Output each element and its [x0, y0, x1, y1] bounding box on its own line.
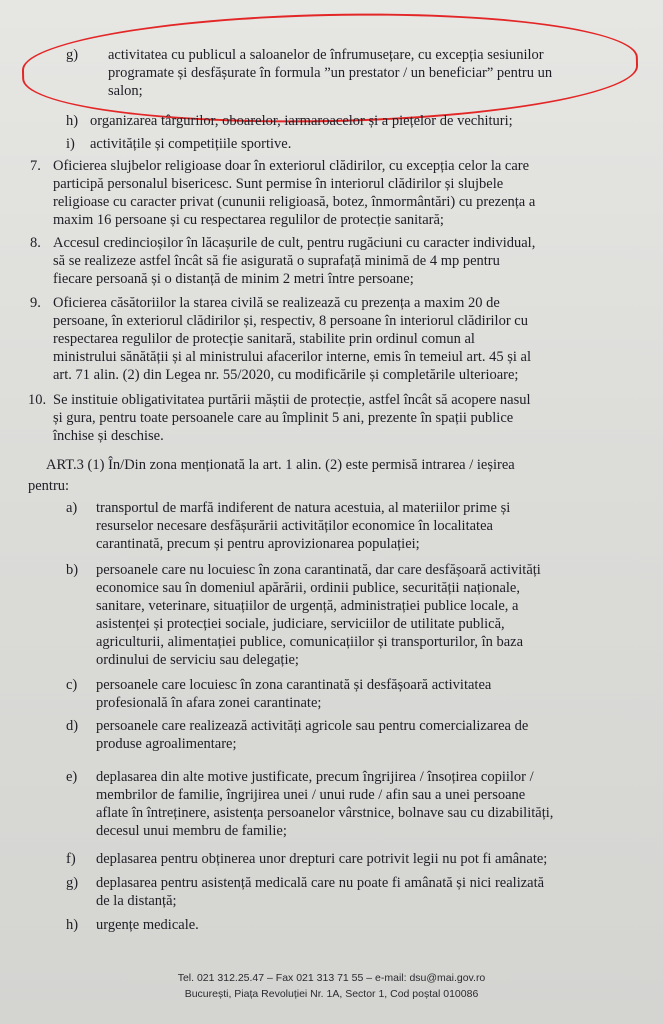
text-line: persoanele care nu locuiesc în zona carantinată, dar care desfășoară activități [96, 562, 541, 578]
text-line: deplasarea din alte motive justificate, precum îngrijirea / însoțirea copiilor / [96, 769, 534, 785]
art3-item-b [96, 561, 541, 669]
text-line: deplasarea pentru obținerea unor drepturi care potrivit legii nu pot fi amânate; [96, 851, 548, 867]
art3-item-h [96, 916, 199, 934]
list-item [90, 112, 513, 130]
item-marker: a) [66, 500, 78, 516]
text-line: agriculturii, alimentației publice, comunicațiilor și transporturilor, în baza [96, 634, 524, 650]
text-line: persoanele care realizează activități agricole sau pentru comercializarea de [96, 718, 529, 734]
text-line: asistenței și protecției sociale, judiciare, serviciilor de utilitate publică, [96, 616, 505, 632]
item-marker: h) [66, 113, 79, 129]
numbered-item-8 [53, 234, 535, 288]
text-line: programate și desfășurate în formula ”un prestator / un beneficiar” pentru un [108, 65, 553, 81]
numbered-marker: 7. [30, 158, 41, 174]
text-line: salon; [108, 83, 143, 99]
numbered-item-9 [53, 294, 531, 384]
numbered-marker: 10. [28, 392, 47, 408]
text-line: decesul unui membru de familie; [96, 823, 287, 839]
text-line: urgențe medicale. [96, 917, 199, 933]
text-line: membrilor de familie, îngrijirea unei / unui rude / afin sau a unei persoane [96, 787, 526, 803]
text-line: aflate în întreținere, asistența persoanelor vârstnice, bolnave sau cu dizabilități, [96, 805, 554, 821]
text-line: ministrului sănătății și al ministrului afacerilor interne, emis în temeiul art. 45 și al [53, 349, 531, 365]
text-line: de la distanță; [96, 893, 177, 909]
text-line: pentru: [28, 478, 70, 494]
text-line: ordinului de serviciu sau delegație; [96, 652, 299, 668]
text-line: respectarea regulilor de protecție sanitară, stabilite prin ordinul comun al [53, 331, 475, 347]
text-line: și gura, pentru toate persoanele care au împlinit 5 ani, prezente în spații publice [53, 410, 514, 426]
text-line: persoane, în exteriorul clădirilor și, respectiv, 8 persoane în interiorul clădirilor cu [53, 313, 528, 329]
text-line: fiecare persoană și o distanță de minim 2 metri între persoane; [53, 271, 414, 287]
text-line: activitățile și competițiile sportive. [90, 136, 292, 152]
footer-contact: Tel. 021 312.25.47 – Fax 021 313 71 55 – e-mail: dsu@mai.gov.ro [177, 972, 486, 984]
text-line: Se instituie obligativitatea purtării măștii de protecție, astfel încât să acopere nasul [53, 392, 531, 408]
text-line: profesională în afara zonei carantinate; [96, 695, 322, 711]
art3-item-f [96, 850, 547, 868]
text-line: activitatea cu publicul a saloanelor de înfrumusețare, cu excepția sesiunilor [108, 47, 544, 63]
highlight-item-marker: g) [66, 47, 79, 63]
text-line: ART.3 (1) În/Din zona menționată la art. 1 alin. (2) este permisă intrarea / ieșirea [46, 457, 515, 473]
item-marker: c) [66, 677, 78, 693]
text-line: transportul de marfă indiferent de natura acestuia, al materiilor prime și [96, 500, 511, 516]
item-marker: h) [66, 917, 79, 933]
text-line: participă personalul bisericesc. Sunt permise în interiorul clădirilor și slujbele [53, 176, 504, 192]
item-marker: e) [66, 769, 78, 785]
text-line: economice sau în domeniul apărării, ordinii publice, securității naționale, [96, 580, 520, 596]
item-marker: b) [66, 562, 79, 578]
footer-address: București, Piața Revoluției Nr. 1A, Sector 1, Cod poștal 010086 [184, 988, 479, 1000]
art3-item-a [96, 499, 510, 553]
text-line: organizarea târgurilor, oboarelor, iarmaroacelor și a piețelor de vechituri; [90, 113, 513, 129]
text-line: deplasarea pentru asistență medicală care nu poate fi amânată și nici realizată [96, 875, 545, 891]
text-line: Oficierea căsătoriilor la starea civilă se realizează cu prezența a maxim 20 de [53, 295, 500, 311]
text-line: persoanele care locuiesc în zona carantinată și desfășoară activitatea [96, 677, 492, 693]
text-line: resurselor necesare desfășurării activităților economice în localitatea [96, 518, 493, 534]
text-line: carantinată, precum și pentru aprovizionarea populației; [96, 536, 420, 552]
list-item [90, 135, 291, 153]
text-line: închise și deschise. [53, 428, 164, 444]
text-line: sanitare, veterinare, situațiilor de urgență, administrației publice locale, a [96, 598, 519, 614]
numbered-marker: 9. [30, 295, 41, 311]
item-marker: i) [66, 136, 75, 152]
text-line: art. 71 alin. (2) din Legea nr. 55/2020, cu modificările și completările ulterioare; [53, 367, 519, 383]
item-marker: d) [66, 718, 79, 734]
numbered-item-10 [53, 391, 531, 445]
art3-item-d [96, 717, 528, 753]
text-line: să se realizeze astfel încât să fie asigurată o suprafață minimă de 4 mp pentru [53, 253, 500, 269]
item-marker: g) [66, 875, 79, 891]
numbered-marker: 8. [30, 235, 41, 251]
text-line: produse agroalimentare; [96, 736, 237, 752]
numbered-item-7 [53, 157, 535, 229]
art3-item-g [96, 874, 544, 910]
item-marker: f) [66, 851, 76, 867]
text-line: Oficierea slujbelor religioase doar în exteriorul clădirilor, cu excepția celor la care [53, 158, 530, 174]
text-line: maxim 16 persoane și cu respectarea regulilor de protecție sanitară; [53, 212, 444, 228]
text-line: Accesul credincioșilor în lăcașurile de cult, pentru rugăciuni cu caracter individual, [53, 235, 536, 251]
article-3-heading-cont [28, 477, 69, 495]
article-3-heading [46, 456, 515, 474]
text-line: religioase cu caracter privat (cununii religioasă, botez, înmormântări) cu prezența a [53, 194, 536, 210]
art3-item-c [96, 676, 491, 712]
art3-item-e [96, 768, 553, 840]
highlight-item-text [108, 46, 606, 100]
